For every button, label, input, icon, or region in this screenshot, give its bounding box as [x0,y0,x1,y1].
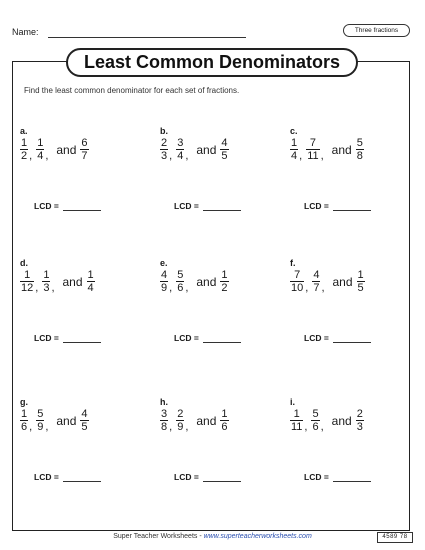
denominator: 4 [87,282,94,294]
lcd-answer [174,472,241,482]
numerator: 1 [87,269,94,281]
problem-letter: i. [290,397,296,407]
numerator: 5 [37,408,44,420]
fraction [36,138,44,162]
fraction [176,270,184,294]
fraction [290,138,298,162]
name-line[interactable] [48,37,246,38]
comma: , [169,282,173,294]
comma: , [51,282,55,294]
comma: , [320,150,324,162]
denominator: 6 [221,421,228,433]
lcd-label: LCD = [34,333,59,343]
denominator: 6 [312,421,319,433]
denominator: 10 [291,282,304,294]
fraction [220,409,228,433]
and-word: and [331,143,352,157]
denominator: 2 [21,150,28,162]
problem-letter: d. [20,258,28,268]
fraction [290,270,304,294]
fraction [160,138,168,162]
lcd-answer [304,333,371,343]
and-word: and [196,275,217,289]
problem-f [290,258,420,368]
problem-b [160,126,290,236]
comma: , [305,282,309,294]
comma: , [45,150,49,162]
denominator: 7 [313,282,320,294]
lcd-label: LCD = [34,472,59,482]
fraction-set [20,270,95,294]
and-word: and [62,275,83,289]
comma: , [320,421,324,433]
fraction [306,138,319,162]
comma: , [29,421,33,433]
page-title: Least Common Denominators [66,48,358,77]
lcd-label: LCD = [34,201,59,211]
lcd-answer-blank[interactable] [203,202,241,211]
denominator: 4 [177,150,184,162]
problem-letter: h. [160,397,168,407]
denominator: 11 [307,150,319,162]
problem-a [20,126,150,236]
problem-c [290,126,420,236]
numerator: 4 [221,137,228,149]
lcd-answer-blank[interactable] [63,334,101,343]
numerator: 5 [312,408,319,420]
denominator: 6 [21,421,28,433]
denominator: 9 [177,421,184,433]
problem-letter: f. [290,258,296,268]
numerator: 3 [177,137,184,149]
numerator: 1 [221,408,228,420]
fraction [176,138,184,162]
lcd-answer [304,472,371,482]
denominator: 5 [221,150,228,162]
lcd-answer-blank[interactable] [63,473,101,482]
comma: , [29,150,33,162]
lcd-label: LCD = [174,333,199,343]
fraction [160,409,168,433]
comma: , [169,150,173,162]
numerator: 1 [43,269,50,281]
comma: , [45,421,49,433]
denominator: 2 [221,282,228,294]
numerator: 5 [356,137,363,149]
problem-letter: c. [290,126,298,136]
numerator: 1 [291,137,298,149]
denominator: 12 [21,282,34,294]
numerator: 6 [81,137,88,149]
denominator: 11 [291,421,303,433]
numerator: 5 [177,269,184,281]
lcd-answer [34,201,101,211]
problem-letter: e. [160,258,168,268]
fraction [20,409,28,433]
lcd-answer-blank[interactable] [333,473,371,482]
fraction [290,409,303,433]
comma: , [185,150,189,162]
footer-url[interactable]: www.superteacherworksheets.com [203,533,312,540]
problem-e [160,258,290,368]
lcd-answer-blank[interactable] [203,473,241,482]
lcd-answer-blank[interactable] [333,334,371,343]
denominator: 5 [357,282,364,294]
denominator: 3 [161,150,168,162]
fraction [357,270,365,294]
comma: , [169,421,173,433]
comma: , [185,282,189,294]
fraction [20,270,34,294]
fraction-set [160,270,229,294]
name-label: Name: [12,27,39,37]
denominator: 4 [291,150,298,162]
lcd-answer [174,201,241,211]
lcd-label: LCD = [304,201,329,211]
problem-i [290,397,420,507]
instructions: Find the least common denominator for each set of fractions. [24,86,240,95]
and-word: and [56,414,77,428]
numerator: 1 [21,408,28,420]
problem-letter: b. [160,126,168,136]
problem-letter: g. [20,397,28,407]
fraction [176,409,184,433]
lcd-answer-blank[interactable] [63,202,101,211]
numerator: 7 [294,269,301,281]
footer [0,533,425,540]
numerator: 1 [24,269,31,281]
numerator: 7 [309,137,316,149]
fraction-set [160,138,229,162]
lcd-label: LCD = [174,472,199,482]
fraction [311,409,319,433]
and-word: and [196,143,217,157]
comma: , [35,282,39,294]
problem-h [160,397,290,507]
numerator: 1 [357,269,364,281]
numerator: 4 [313,269,320,281]
lcd-answer [174,333,241,343]
worksheet-tag: Three fractions [343,24,410,37]
numerator: 4 [161,269,168,281]
and-word: and [332,275,353,289]
and-word: and [56,143,77,157]
and-word: and [331,414,352,428]
comma: , [304,421,308,433]
denominator: 3 [356,421,363,433]
numerator: 4 [81,408,88,420]
fraction [80,409,88,433]
comma: , [299,150,303,162]
lcd-label: LCD = [174,201,199,211]
lcd-answer [34,472,101,482]
fraction [220,270,228,294]
denominator: 9 [37,421,44,433]
fraction-set [290,270,365,294]
denominator: 9 [161,282,168,294]
footer-brand: Super Teacher Worksheets - [113,533,204,540]
fraction-set [20,409,89,433]
fraction-set [290,409,364,433]
numerator: 1 [293,408,300,420]
fraction [42,270,50,294]
lcd-answer-blank[interactable] [333,202,371,211]
lcd-answer [304,201,371,211]
problem-letter: a. [20,126,28,136]
lcd-answer-blank[interactable] [203,334,241,343]
comma: , [321,282,325,294]
fraction [356,409,364,433]
numerator: 3 [161,408,168,420]
fraction [36,409,44,433]
fraction-set [20,138,89,162]
fraction-set [290,138,364,162]
numerator: 2 [356,408,363,420]
fraction [87,270,95,294]
denominator: 3 [43,282,50,294]
denominator: 8 [356,150,363,162]
numerator: 1 [221,269,228,281]
problem-d [20,258,150,368]
and-word: and [196,414,217,428]
denominator: 6 [177,282,184,294]
comma: , [185,421,189,433]
lcd-label: LCD = [304,472,329,482]
fraction [20,138,28,162]
problem-g [20,397,150,507]
fraction [220,138,228,162]
lcd-label: LCD = [304,333,329,343]
denominator: 7 [81,150,88,162]
fraction-set [160,409,229,433]
numerator: 1 [21,137,28,149]
fraction [80,138,88,162]
fraction [312,270,320,294]
numerator: 1 [37,137,44,149]
fraction [160,270,168,294]
lcd-answer [34,333,101,343]
fraction [356,138,364,162]
worksheet-code: 4589 78 [377,532,413,543]
numerator: 2 [177,408,184,420]
denominator: 5 [81,421,88,433]
denominator: 4 [37,150,44,162]
numerator: 2 [161,137,168,149]
denominator: 8 [161,421,168,433]
